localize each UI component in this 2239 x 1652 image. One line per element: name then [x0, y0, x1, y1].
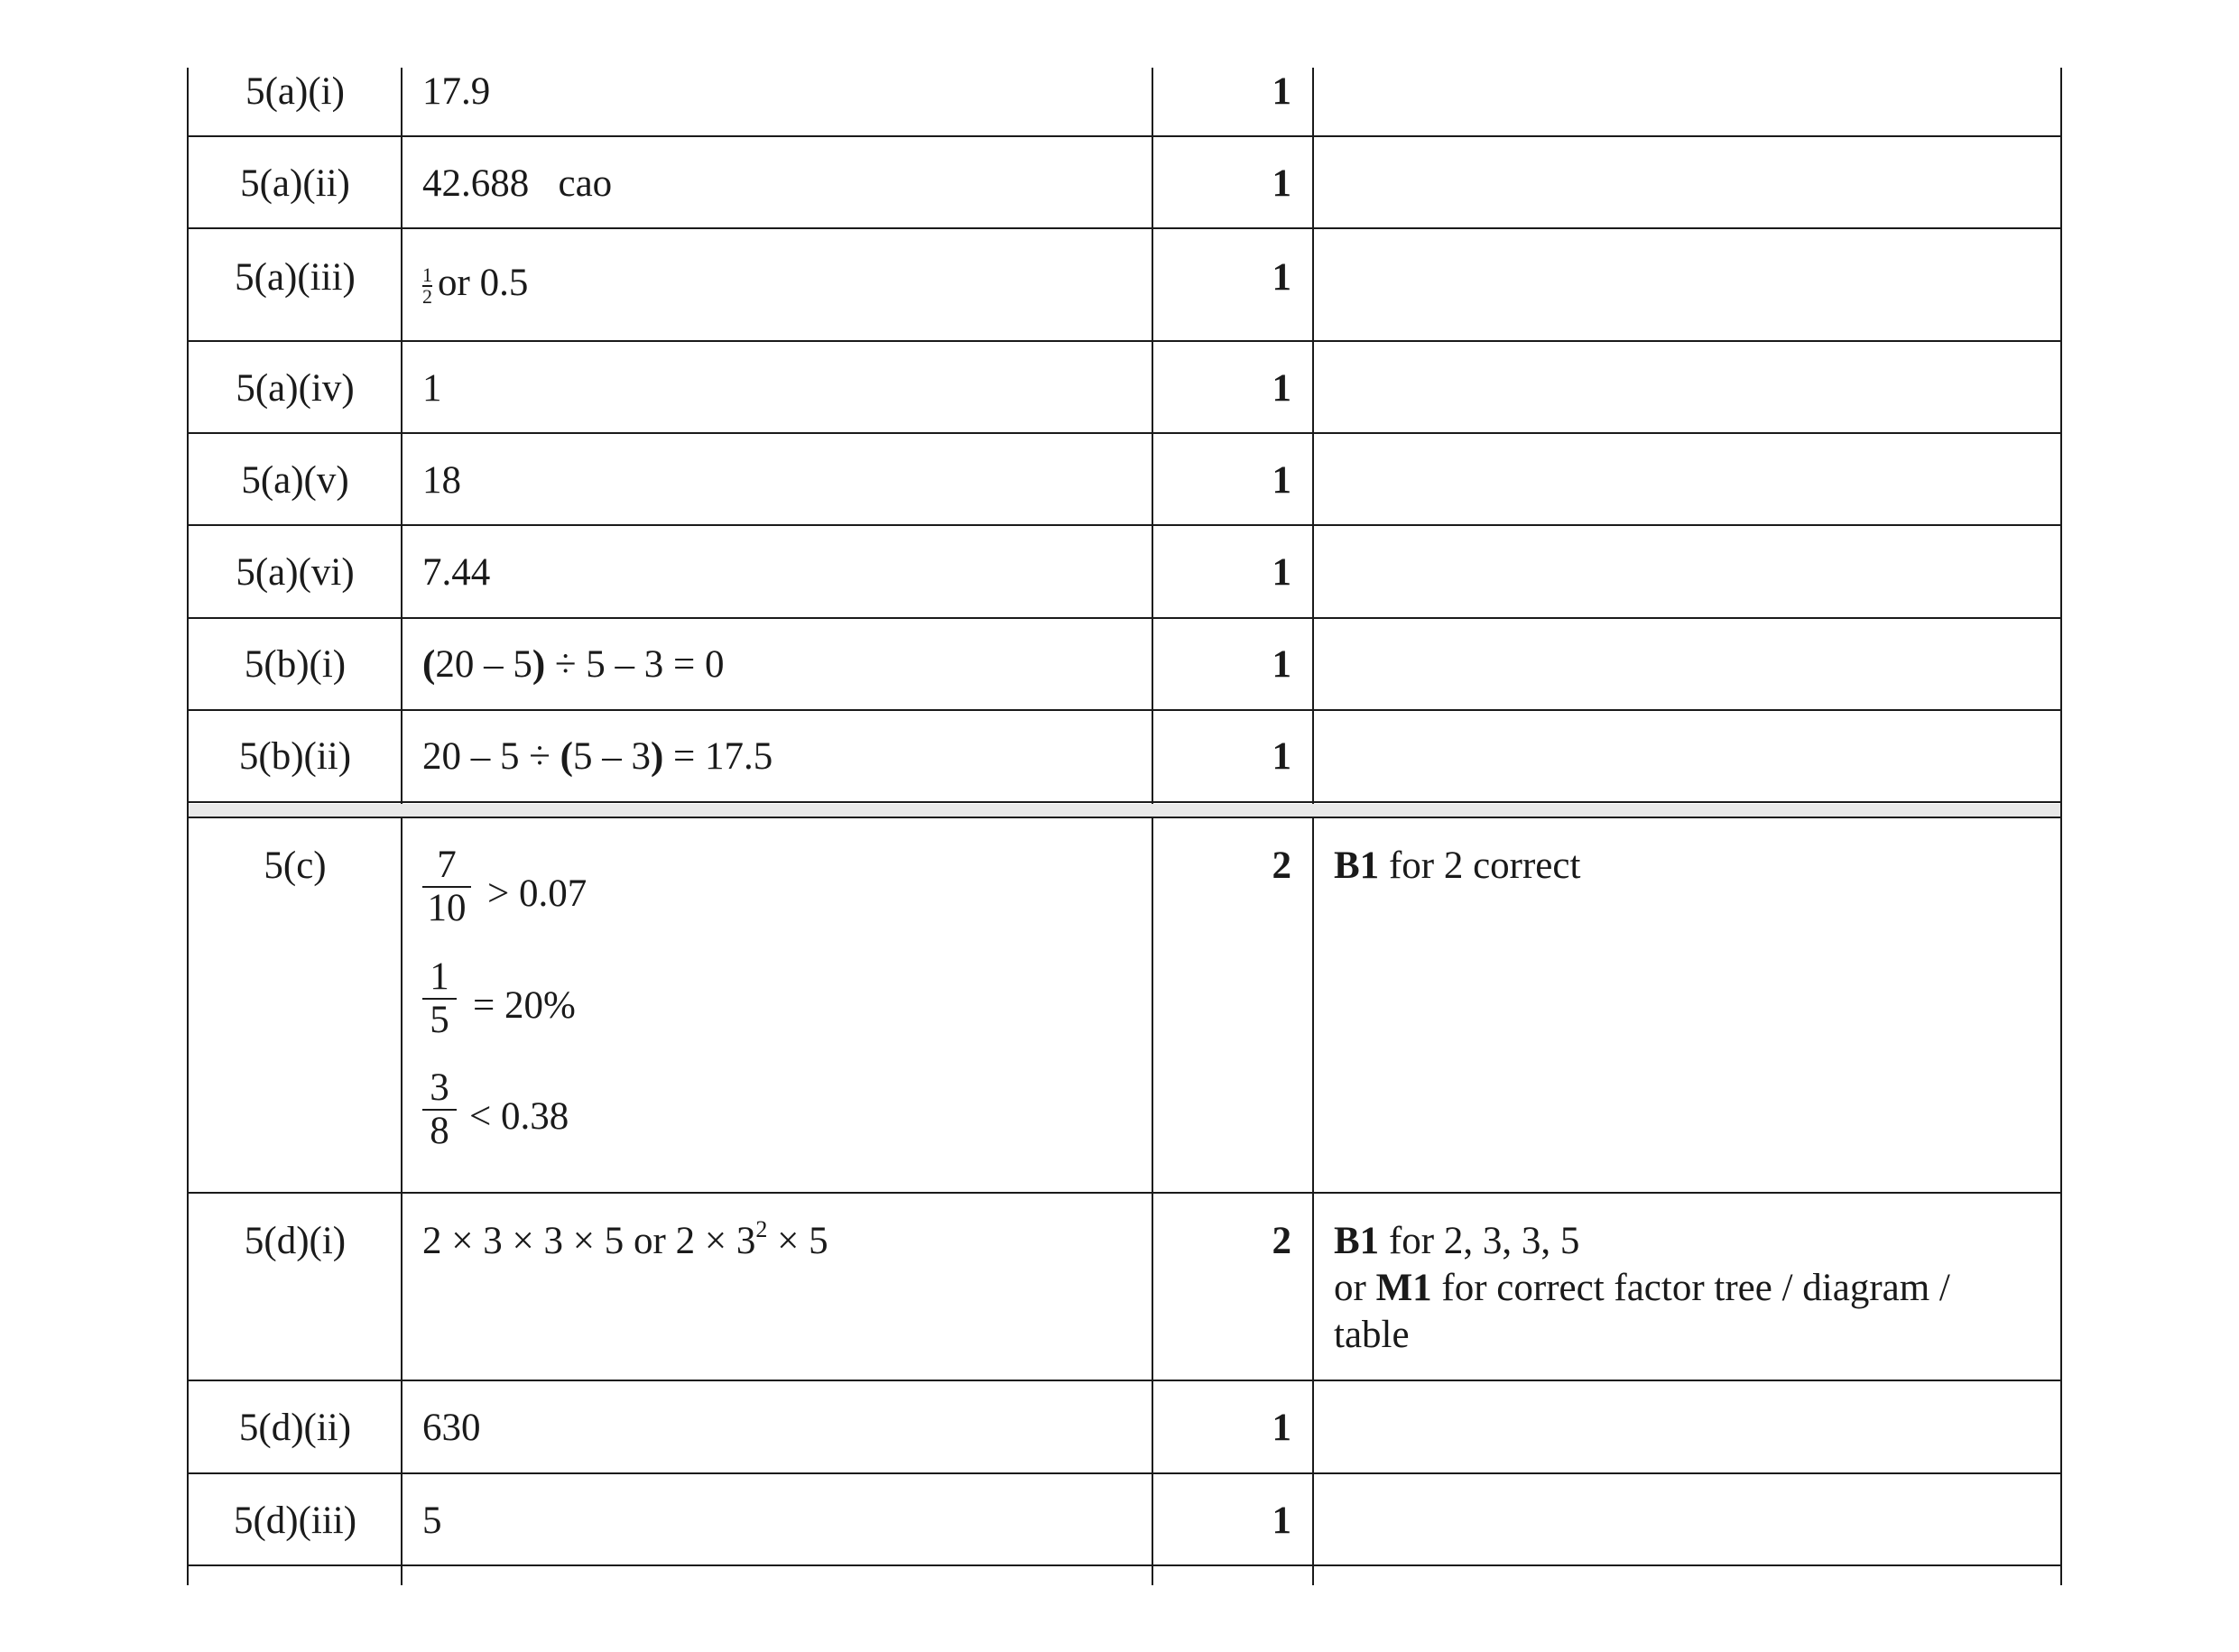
table-border-right — [2060, 68, 2062, 1585]
row-divider — [187, 340, 2062, 342]
question-number: 5(d)(i) — [244, 1220, 347, 1262]
guidance: B1 for 2 correct — [1334, 844, 1581, 887]
fraction-relation: > 0.07 — [487, 872, 588, 915]
marks: 1 — [1272, 735, 1291, 778]
row-divider — [187, 227, 2062, 229]
answer: 20 – 5 ÷ (5 – 3) = 17.5 — [422, 735, 773, 778]
answer: 2 × 3 × 3 × 5 or $2 \times 3^2 \times 5$ — [422, 1216, 828, 1262]
fraction-relation: = 20% — [473, 984, 576, 1027]
fraction: 7 10 — [422, 844, 471, 929]
question-number: 5(d)(ii) — [238, 1407, 352, 1449]
question-number: 5(a)(iii) — [235, 256, 356, 299]
answer: 1 — [422, 367, 442, 410]
fraction: 3 8 — [422, 1067, 457, 1152]
marks: 1 — [1272, 459, 1291, 502]
answer: (20 – 5) ÷ 5 – 3 = 0 — [422, 643, 725, 686]
answer: $\frac{1}{2}$ or 0.5 — [422, 262, 529, 309]
marks: 1 — [1272, 162, 1291, 205]
answer: 630 — [422, 1407, 481, 1449]
question-number: 5(b)(i) — [244, 643, 347, 686]
marks: 1 — [1272, 551, 1291, 594]
marks: 1 — [1272, 70, 1291, 113]
row-divider — [187, 135, 2062, 137]
guidance: B1 for 2, 3, 3, 5 or M1 for correct factor tree / diagram / table — [1334, 1220, 1950, 1356]
page-break-band — [189, 804, 2060, 817]
marks: 1 — [1272, 367, 1291, 410]
row-divider — [187, 1192, 2062, 1194]
row-divider — [187, 524, 2062, 526]
question-number: 5(a)(i) — [245, 70, 345, 113]
answer: 7.44 — [422, 551, 491, 594]
question-number: 5(b)(ii) — [238, 735, 352, 778]
column-divider-2 — [1152, 68, 1153, 1585]
row-divider — [187, 1564, 2062, 1566]
row-divider — [187, 817, 2062, 818]
marks: 2 — [1272, 844, 1291, 887]
question-number: 5(a)(ii) — [240, 162, 350, 205]
question-number: 5(d)(iii) — [233, 1500, 357, 1542]
marks: 1 — [1272, 1407, 1291, 1449]
fraction: 1 5 — [422, 956, 457, 1041]
row-divider — [187, 1380, 2062, 1381]
marks: 1 — [1272, 643, 1291, 686]
fraction-half: $\frac{1}{2}$ — [422, 263, 432, 309]
answer: 5 — [422, 1500, 442, 1542]
question-number: 5(c) — [264, 844, 327, 887]
column-divider-3 — [1312, 68, 1314, 1585]
row-divider — [187, 709, 2062, 711]
marks: 1 — [1272, 256, 1291, 299]
answer: 42.688 cao — [422, 162, 613, 205]
answer: 17.9 — [422, 70, 491, 113]
question-number: 5(a)(iv) — [236, 367, 355, 410]
fraction-relation: < 0.38 — [469, 1095, 569, 1138]
answer: 18 — [422, 459, 461, 502]
question-number: 5(a)(v) — [241, 459, 349, 502]
row-divider — [187, 801, 2062, 803]
row-divider — [187, 617, 2062, 619]
marks: 2 — [1272, 1220, 1291, 1262]
row-divider — [187, 432, 2062, 434]
marks: 1 — [1272, 1500, 1291, 1542]
question-number: 5(a)(vi) — [236, 551, 355, 594]
row-divider — [187, 1472, 2062, 1474]
